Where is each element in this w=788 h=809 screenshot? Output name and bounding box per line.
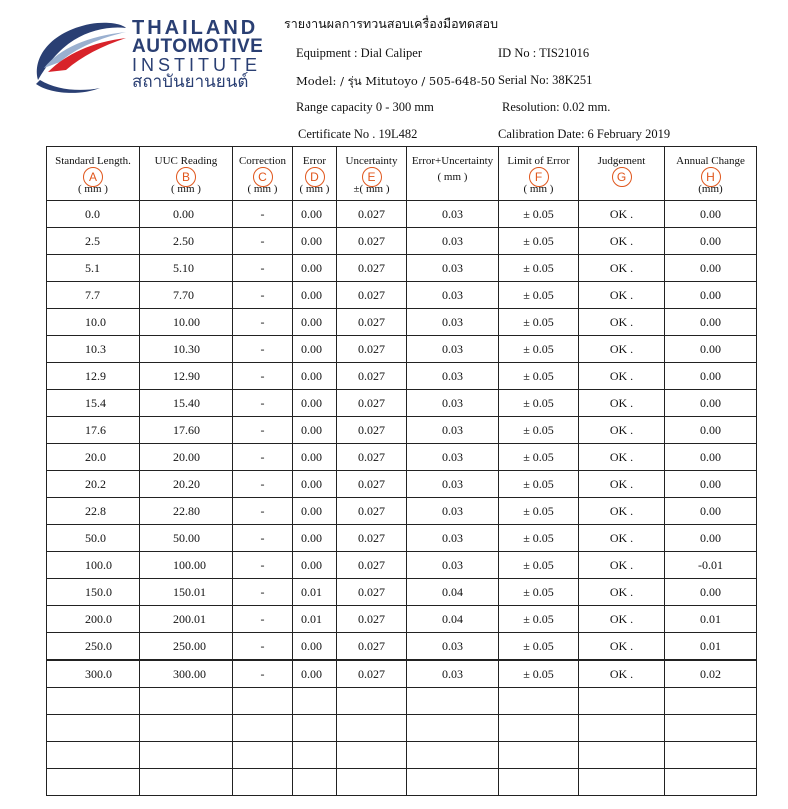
column-header <box>499 147 579 201</box>
column-header <box>579 147 665 201</box>
table-cell: 0.03 <box>407 336 499 363</box>
table-cell: 0.027 <box>337 336 407 363</box>
table-cell: ± 0.05 <box>499 228 579 255</box>
table-cell: ± 0.05 <box>499 633 579 661</box>
table-header-row <box>47 147 757 201</box>
table-row <box>47 228 757 255</box>
table-cell: 0.027 <box>337 282 407 309</box>
table-cell <box>579 769 665 796</box>
table-cell: 0.03 <box>407 498 499 525</box>
table-cell <box>665 769 757 796</box>
table-cell: 0.00 <box>665 255 757 282</box>
table-cell: 2.5 <box>47 228 140 255</box>
table-row <box>47 201 757 228</box>
table-cell: 0.027 <box>337 255 407 282</box>
table-cell: 0.03 <box>407 660 499 688</box>
table-cell: OK . <box>579 390 665 417</box>
table-cell: 0.00 <box>293 309 337 336</box>
table-cell <box>293 742 337 769</box>
table-cell: 15.40 <box>140 390 233 417</box>
table-cell: 0.027 <box>337 471 407 498</box>
table-cell: 0.04 <box>407 606 499 633</box>
table-cell: 0.00 <box>293 471 337 498</box>
table-cell: - <box>233 309 293 336</box>
table-cell <box>293 715 337 742</box>
table-cell: 0.027 <box>337 417 407 444</box>
table-cell <box>47 769 140 796</box>
table-cell: OK . <box>579 660 665 688</box>
column-letter-badge: A <box>83 167 103 187</box>
table-cell: 17.60 <box>140 417 233 444</box>
table-cell: - <box>233 525 293 552</box>
column-header-label: Error <box>302 155 327 167</box>
table-cell: OK . <box>579 579 665 606</box>
table-cell: 0.03 <box>407 552 499 579</box>
table-cell: 50.0 <box>47 525 140 552</box>
table-cell: 15.4 <box>47 390 140 417</box>
table-cell: 0.03 <box>407 633 499 661</box>
table-cell <box>407 688 499 715</box>
table-cell: OK . <box>579 309 665 336</box>
table-cell: ± 0.05 <box>499 336 579 363</box>
table-cell: ± 0.05 <box>499 309 579 336</box>
table-cell: ± 0.05 <box>499 471 579 498</box>
table-cell: 20.20 <box>140 471 233 498</box>
table-cell: 0.00 <box>293 255 337 282</box>
table-cell: ± 0.05 <box>499 417 579 444</box>
range-capacity-label: Range capacity 0 - 300 mm <box>296 100 434 114</box>
table-cell: 12.9 <box>47 363 140 390</box>
serial-label: Serial No: 38K251 <box>498 73 593 87</box>
table-cell: - <box>233 444 293 471</box>
table-cell: 150.0 <box>47 579 140 606</box>
table-row <box>47 579 757 606</box>
table-cell <box>140 769 233 796</box>
table-cell: 7.70 <box>140 282 233 309</box>
table-cell: 0.00 <box>293 336 337 363</box>
table-cell: - <box>233 633 293 661</box>
table-cell: 0.03 <box>407 363 499 390</box>
table-row <box>47 498 757 525</box>
table-cell: ± 0.05 <box>499 363 579 390</box>
column-header <box>293 147 337 201</box>
table-row <box>47 633 757 661</box>
column-unit-label: ( mm ) <box>437 171 468 183</box>
table-cell <box>233 742 293 769</box>
table-cell: 10.0 <box>47 309 140 336</box>
table-cell: 0.00 <box>665 336 757 363</box>
table-cell <box>665 742 757 769</box>
table-cell: 0.027 <box>337 498 407 525</box>
table-cell <box>579 715 665 742</box>
table-cell <box>499 742 579 769</box>
table-cell: OK . <box>579 201 665 228</box>
table-cell: 0.00 <box>293 633 337 661</box>
table-cell: 0.00 <box>293 201 337 228</box>
column-header <box>140 147 233 201</box>
table-cell: 0.027 <box>337 309 407 336</box>
table-cell: OK . <box>579 606 665 633</box>
table-cell <box>337 688 407 715</box>
table-cell: 0.03 <box>407 228 499 255</box>
table-cell: 7.7 <box>47 282 140 309</box>
table-cell: 20.00 <box>140 444 233 471</box>
table-cell: OK . <box>579 444 665 471</box>
table-cell <box>407 715 499 742</box>
table-cell <box>140 715 233 742</box>
table-cell <box>337 769 407 796</box>
table-cell: 0.027 <box>337 606 407 633</box>
table-body <box>47 201 757 796</box>
column-header-label: Judgement <box>597 155 646 167</box>
table-row <box>47 525 757 552</box>
table-cell: 0.0 <box>47 201 140 228</box>
logo-text-thailand: THAILAND <box>132 17 259 39</box>
table-cell: 0.00 <box>665 579 757 606</box>
table-cell: 0.00 <box>665 498 757 525</box>
table-cell: - <box>233 552 293 579</box>
table-cell: 10.00 <box>140 309 233 336</box>
table-cell <box>293 688 337 715</box>
table-cell: 0.027 <box>337 552 407 579</box>
table-cell: OK . <box>579 471 665 498</box>
table-cell: 100.00 <box>140 552 233 579</box>
table-row <box>47 471 757 498</box>
table-cell: OK . <box>579 552 665 579</box>
table-cell: ± 0.05 <box>499 201 579 228</box>
table-cell <box>665 688 757 715</box>
table-cell: 200.01 <box>140 606 233 633</box>
table-cell: 150.01 <box>140 579 233 606</box>
table-cell: 0.00 <box>293 498 337 525</box>
table-cell: 0.00 <box>665 444 757 471</box>
column-unit-label: (mm) <box>698 183 723 195</box>
table-row <box>47 255 757 282</box>
table-cell: 0.027 <box>337 633 407 661</box>
tai-logo <box>30 14 264 96</box>
table-row <box>47 552 757 579</box>
logo-text-automotive: AUTOMOTIVE <box>132 36 264 57</box>
table-cell <box>499 688 579 715</box>
column-header-label: UUC Reading <box>154 155 218 167</box>
column-unit-label: ( mm ) <box>247 183 278 195</box>
column-header-label: Limit of Error <box>507 155 570 167</box>
table-cell: ± 0.05 <box>499 444 579 471</box>
table-cell: ± 0.05 <box>499 525 579 552</box>
column-unit-label: ±( mm ) <box>353 183 390 195</box>
table-cell: ± 0.05 <box>499 660 579 688</box>
column-header <box>665 147 757 201</box>
table-cell: 0.00 <box>665 390 757 417</box>
table-cell: 0.03 <box>407 525 499 552</box>
table-cell: 0.03 <box>407 282 499 309</box>
table-cell: 0.027 <box>337 660 407 688</box>
id-no-label: ID No : TIS21016 <box>498 46 590 60</box>
column-header <box>337 147 407 201</box>
table-cell: 20.2 <box>47 471 140 498</box>
column-letter-badge: F <box>529 167 549 187</box>
column-letter-badge: B <box>176 167 196 187</box>
table-cell: 0.03 <box>407 390 499 417</box>
table-cell: 10.3 <box>47 336 140 363</box>
table-cell: OK . <box>579 228 665 255</box>
table-row <box>47 309 757 336</box>
table-cell: 200.0 <box>47 606 140 633</box>
table-cell: 0.027 <box>337 201 407 228</box>
table-cell: 250.0 <box>47 633 140 661</box>
table-cell <box>140 742 233 769</box>
table-cell: 0.03 <box>407 471 499 498</box>
table-cell: 17.6 <box>47 417 140 444</box>
table-cell: OK . <box>579 255 665 282</box>
table-cell: 0.027 <box>337 579 407 606</box>
table-cell: ± 0.05 <box>499 498 579 525</box>
table-cell: ± 0.05 <box>499 282 579 309</box>
table-cell: 0.00 <box>665 309 757 336</box>
table-cell: - <box>233 282 293 309</box>
column-unit-label: ( mm ) <box>78 183 108 195</box>
table-cell: 0.03 <box>407 309 499 336</box>
table-cell: 0.03 <box>407 444 499 471</box>
table-cell: OK . <box>579 336 665 363</box>
column-header-label: Annual Change <box>676 155 745 167</box>
empty-table-row <box>47 769 757 796</box>
table-cell: OK . <box>579 498 665 525</box>
table-cell: 0.00 <box>665 525 757 552</box>
table-cell: 0.04 <box>407 579 499 606</box>
table-cell: OK . <box>579 525 665 552</box>
table-cell: - <box>233 417 293 444</box>
table-cell: 0.00 <box>665 201 757 228</box>
table-cell: 0.01 <box>665 633 757 661</box>
table-row <box>47 606 757 633</box>
table-cell: 0.027 <box>337 525 407 552</box>
table-cell: 0.00 <box>293 363 337 390</box>
calibration-date-label: Calibration Date: 6 February 2019 <box>498 127 671 141</box>
table-row <box>47 363 757 390</box>
table-cell <box>499 769 579 796</box>
table-cell: ± 0.05 <box>499 606 579 633</box>
table-cell: 0.00 <box>293 228 337 255</box>
column-letter-badge: C <box>253 167 273 187</box>
table-cell <box>293 769 337 796</box>
column-letter-badge: D <box>305 167 325 187</box>
table-cell: 0.027 <box>337 390 407 417</box>
table-cell: 0.00 <box>293 525 337 552</box>
table-cell: 0.00 <box>293 660 337 688</box>
column-letter-badge: G <box>612 167 632 187</box>
table-cell: ± 0.05 <box>499 255 579 282</box>
table-cell: 0.00 <box>665 282 757 309</box>
table-cell: - <box>233 228 293 255</box>
empty-table-row <box>47 688 757 715</box>
table-cell <box>233 769 293 796</box>
table-cell: 0.027 <box>337 363 407 390</box>
table-cell: 0.00 <box>293 282 337 309</box>
table-row <box>47 417 757 444</box>
table-cell: 100.0 <box>47 552 140 579</box>
table-cell: 20.0 <box>47 444 140 471</box>
table-cell: 22.80 <box>140 498 233 525</box>
table-cell <box>337 742 407 769</box>
table-cell: 0.00 <box>665 471 757 498</box>
table-cell: OK . <box>579 633 665 661</box>
column-letter-badge: E <box>362 167 382 187</box>
table-cell: - <box>233 606 293 633</box>
table-cell <box>337 715 407 742</box>
table-cell: - <box>233 579 293 606</box>
table-cell: 0.03 <box>407 255 499 282</box>
table-cell: 0.00 <box>293 417 337 444</box>
report-title: รายงานผลการทวนสอบเครื่องมือทดสอบ <box>284 16 499 31</box>
table-cell: 0.03 <box>407 417 499 444</box>
table-cell: - <box>233 363 293 390</box>
table-cell: 0.02 <box>665 660 757 688</box>
table-cell: 2.50 <box>140 228 233 255</box>
table-cell: OK . <box>579 417 665 444</box>
table-cell <box>47 742 140 769</box>
column-header <box>407 147 499 201</box>
table-cell: 0.00 <box>293 552 337 579</box>
calibration-table <box>46 146 757 796</box>
column-unit-label: ( mm ) <box>299 183 330 195</box>
table-row <box>47 390 757 417</box>
table-cell: -0.01 <box>665 552 757 579</box>
table-cell: 10.30 <box>140 336 233 363</box>
table-cell: 0.027 <box>337 228 407 255</box>
table-cell: 0.027 <box>337 444 407 471</box>
table-cell: - <box>233 660 293 688</box>
table-cell: 0.00 <box>665 363 757 390</box>
column-header-label: Standard Length. <box>55 155 131 167</box>
column-header-label: Correction <box>238 155 287 167</box>
table-row <box>47 444 757 471</box>
logo-text-institute: INSTITUTE <box>132 55 261 75</box>
table-cell <box>407 769 499 796</box>
table-cell <box>579 742 665 769</box>
column-unit-label: ( mm ) <box>523 183 554 195</box>
table-cell: 0.01 <box>293 606 337 633</box>
table-cell: 5.1 <box>47 255 140 282</box>
column-header <box>47 147 140 201</box>
table-cell <box>47 715 140 742</box>
tai-swoosh-icon <box>30 18 130 98</box>
table-cell: 300.00 <box>140 660 233 688</box>
column-unit-label: ( mm ) <box>171 183 201 195</box>
table-cell <box>233 715 293 742</box>
table-cell: 50.00 <box>140 525 233 552</box>
table-cell: 250.00 <box>140 633 233 661</box>
table-cell: 0.01 <box>665 606 757 633</box>
table-cell: 12.90 <box>140 363 233 390</box>
table-cell: - <box>233 201 293 228</box>
table-cell <box>499 715 579 742</box>
table-cell <box>47 688 140 715</box>
logo-text-thai: สถาบันยานยนต์ <box>132 72 249 92</box>
table-cell <box>407 742 499 769</box>
table-row <box>47 336 757 363</box>
table-cell: 0.03 <box>407 201 499 228</box>
table-cell <box>579 688 665 715</box>
table-cell: - <box>233 390 293 417</box>
table-cell: 22.8 <box>47 498 140 525</box>
table-cell <box>140 688 233 715</box>
table-row <box>47 282 757 309</box>
table-row <box>47 660 757 688</box>
table-cell: ± 0.05 <box>499 579 579 606</box>
table-cell: - <box>233 336 293 363</box>
table-cell: OK . <box>579 282 665 309</box>
equipment-label: Equipment : Dial Caliper <box>296 46 423 60</box>
table-cell: 5.10 <box>140 255 233 282</box>
column-header-label: Uncertainty <box>345 155 398 167</box>
table-cell: OK . <box>579 363 665 390</box>
model-label: Model: / รุ่น Mitutoyo / 505-648-50 <box>296 74 496 88</box>
resolution-label: Resolution: 0.02 mm. <box>502 100 611 114</box>
table-cell: 0.00 <box>293 444 337 471</box>
table-cell: ± 0.05 <box>499 390 579 417</box>
table-cell: 0.00 <box>665 228 757 255</box>
table-cell: - <box>233 471 293 498</box>
table-cell: ± 0.05 <box>499 552 579 579</box>
table-cell: 0.01 <box>293 579 337 606</box>
table-cell: 0.00 <box>140 201 233 228</box>
empty-table-row <box>47 715 757 742</box>
certificate-label: Certificate No . 19L482 <box>298 127 418 141</box>
table-cell <box>233 688 293 715</box>
table-cell: - <box>233 498 293 525</box>
column-header-label: Error+Uncertainty <box>411 155 494 167</box>
table-cell: 0.00 <box>665 417 757 444</box>
table-cell: 300.0 <box>47 660 140 688</box>
table-cell <box>665 715 757 742</box>
table-cell: 0.00 <box>293 390 337 417</box>
table-cell: - <box>233 255 293 282</box>
column-letter-badge: H <box>701 167 721 187</box>
column-header <box>233 147 293 201</box>
empty-table-row <box>47 742 757 769</box>
